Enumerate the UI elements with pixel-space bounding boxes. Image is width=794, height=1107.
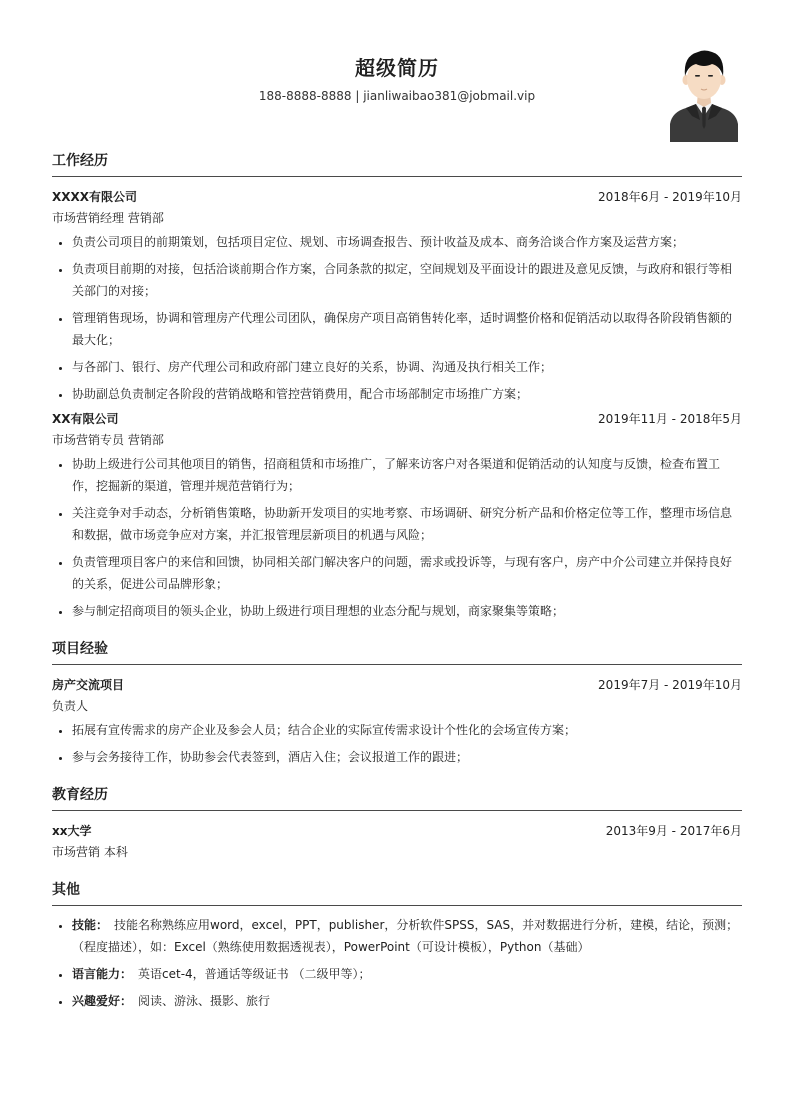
bullet-list: [52, 719, 742, 768]
list-item: • 关注竞争对手动态，分析销售策略，协助新开发项目的实地考察、市场调研、研究分析产品和价格定位等工作，整理市场信息和数据，做市场竞争应对方案，并汇报管理层新项目的机遇与风险；: [72, 502, 742, 546]
list-item: • 负责公司项目的前期策划，包括项目定位、规划、市场调查报告、预计收益及成本、商务洽谈合作方案及运营方案；: [72, 231, 742, 253]
project-entry: [52, 673, 742, 768]
language-value: 英语cet-4，普通话等级证书 （二级甲等）；: [138, 967, 371, 981]
section-title-other: 其他: [52, 879, 742, 906]
list-item: • 拓展有宣传需求的房产企业及参会人员；结合企业的实际宣传需求设计个性化的会场宣传方案；: [72, 719, 742, 741]
list-item: • 与各部门、银行、房产代理公司和政府部门建立良好的关系，协调、沟通及执行相关工作；: [72, 356, 742, 378]
section-title-education: 教育经历: [52, 784, 742, 811]
list-item: • 参与会务接待工作，协助参会代表签到，酒店入住；会议报道工作的跟进；: [72, 746, 742, 768]
list-item: • 协助上级进行公司其他项目的销售，招商租赁和市场推广，了解来访客户对各渠道和促销活动的认知度与反馈，检查布置工作，挖掘新的渠道，管理并规范营销行为；: [72, 453, 742, 497]
hobby-value: 阅读、游泳、摄影、旅行: [138, 994, 271, 1008]
education-section: [52, 784, 742, 863]
work-section: [52, 150, 742, 622]
school-name: xx大学: [52, 823, 92, 838]
date-range: 2018年6月 - 2019年10月: [598, 189, 742, 204]
list-item: [72, 914, 742, 958]
resume-header: [52, 0, 742, 150]
list-item: • 负责管理项目客户的来信和回馈，协同相关部门解决客户的问题，需求或投诉等，与现有客户，房产中介公司建立并保持良好的关系，促进公司品牌形象；: [72, 551, 742, 595]
avatar: [670, 46, 738, 142]
section-title-projects: 项目经验: [52, 638, 742, 665]
company-name: XX有限公司: [52, 411, 119, 426]
job-role: 市场营销专员 营销部: [52, 433, 164, 447]
major-degree: 市场营销 本科: [52, 845, 128, 859]
date-range: 2019年11月 - 2018年5月: [598, 411, 742, 426]
job-role: 市场营销经理 营销部: [52, 211, 164, 225]
bullet-list: [52, 914, 742, 1012]
resume-name: 超级简历: [355, 56, 439, 80]
education-entry: [52, 819, 742, 863]
work-entry: [52, 185, 742, 405]
skill-value: 技能名称熟练应用word，excel，PPT，publisher，分析软件SPSS，SAS，并对数据进行分析，建模，结论，预测；（程度描述），如：Excel（熟练使用数据透视表），PowerPoint（可设计模板），Python（基础）: [72, 918, 739, 954]
bullet-list: [52, 453, 742, 622]
list-item: • 协助副总负责制定各阶段的营销战略和管控营销费用，配合市场部制定市场推广方案；: [72, 383, 742, 405]
project-role: 负责人: [52, 699, 89, 713]
date-range: 2013年9月 - 2017年6月: [605, 823, 742, 838]
hobby-label: 兴趣爱好：: [72, 994, 133, 1008]
work-entry: [52, 407, 742, 622]
contact-line: 188-8888-8888 | jianliwaibao381@jobmail.vip: [258, 89, 536, 103]
list-item: • 负责项目前期的对接，包括洽谈前期合作方案，合同条款的拟定，空间规划及平面设计的跟进及意见反馈，与政府和银行等相关部门的对接；: [72, 258, 742, 302]
list-item: [72, 990, 742, 1012]
other-section: [52, 879, 742, 1012]
resume-page: [52, 0, 742, 1017]
bullet-list: [52, 231, 742, 405]
date-range: 2019年7月 - 2019年10月: [598, 677, 742, 692]
projects-section: [52, 638, 742, 768]
section-title-work: 工作经历: [52, 150, 742, 177]
skill-label: 技能：: [72, 918, 109, 932]
list-item: • 管理销售现场，协调和管理房产代理公司团队，确保房产项目高销售转化率，适时调整价格和促销活动以取得各阶段销售额的最大化；: [72, 307, 742, 351]
project-name: 房产交流项目: [52, 677, 125, 692]
list-item: [72, 963, 742, 985]
language-label: 语言能力：: [72, 967, 133, 981]
list-item: • 参与制定招商项目的领头企业，协助上级进行项目理想的业态分配与规划，商家聚集等策略；: [72, 600, 742, 622]
company-name: XXXX有限公司: [52, 189, 138, 204]
